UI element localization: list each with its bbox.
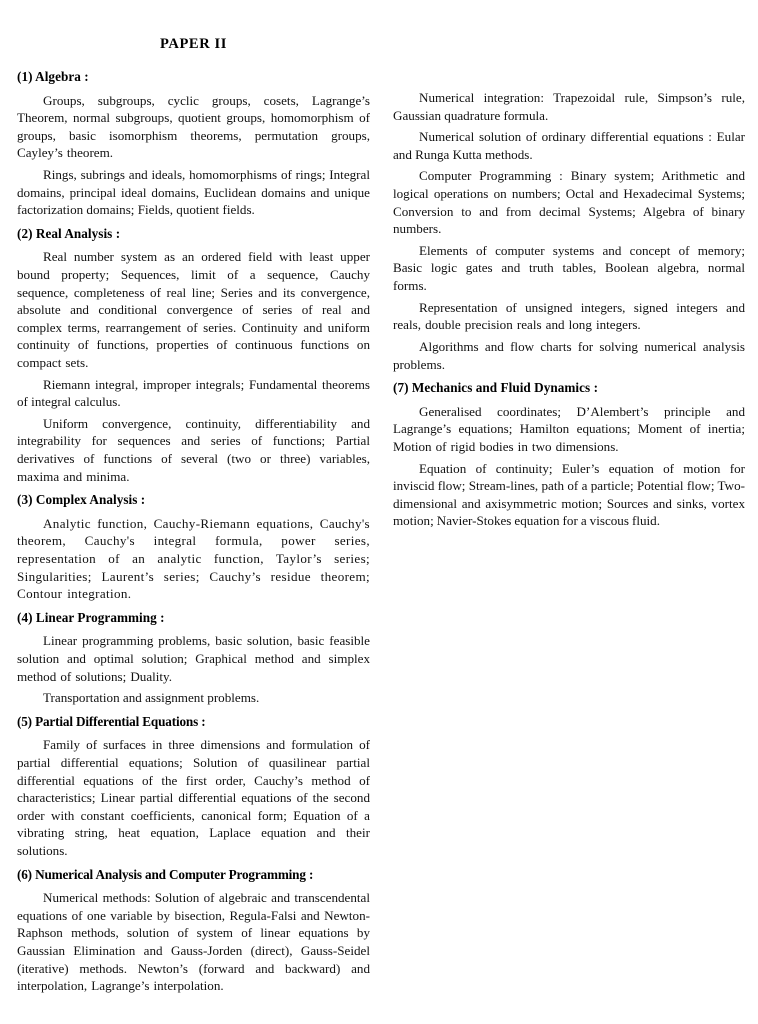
section-heading-5-partial-differential-equations: (5) Partial Differential Equations : — [17, 713, 206, 729]
paragraph: Elements of computer systems and concept of memory; Basic logic gates and truth tables, Boolean algebra, normal forms. — [393, 242, 745, 294]
section-heading-2-real-analysis: (2) Real Analysis : — [17, 225, 121, 241]
section-heading-1-algebra: (1) Algebra : — [17, 69, 89, 84]
paragraph: Real number system as an ordered field with least upper bound property; Sequences, limit of a sequence, Cauchy sequence, completeness of real line; Series and its convergence, absolute and conditional convergence of series of real and complex terms, rearrangement of series. Continuity and uniform continuity of functions, properties of continuous functions on compact sets. — [17, 249, 370, 371]
paragraph: Numerical solution of ordinary differential equations : Eular and Runga Kutta methods. — [393, 129, 745, 162]
right-column — [393, 62, 745, 530]
paragraph: Analytic function, Cauchy-Riemann equations, Cauchy's theorem, Cauchy's integral formula, power series, representation of an analytic function, Taylor’s series; Singularities; Laurent’s series; Cauchy’s residue theorem; Contour integration. — [17, 515, 370, 602]
paragraph: Rings, subrings and ideals, homomorphisms of rings; Integral domains, principal ideal domains, Euclidean domains and unique factorization domains; Fields, quotient fields. — [17, 166, 370, 218]
section-heading-4-linear-programming: (4) Linear Programming : — [17, 609, 165, 625]
paragraph: Family of surfaces in three dimensions and formulation of partial differential equations; Solution of quasilinear partial differential equations of the first order, Cauchy’s method of characteristics; Linear partial differential equations of the second order with constant coefficients, canonical form; Equation of a vibrating string, heat equation, Laplace equation and their solutions. — [17, 737, 370, 859]
paragraph: Numerical methods: Solution of algebraic and transcendental equations of one variable by bisection, Regula-Falsi and Newton-Raphson methods, solution of system of linear equations by Gaussian Elimination and Gauss-Jorden (direct), Gauss-Seidel (iterative) methods. Newton’s (forward and backward) and interpolation, Lagrange’s interpolation. — [17, 890, 370, 994]
section-heading-7-mechanics-and-fluid-dynamics: (7) Mechanics and Fluid Dynamics : — [393, 380, 599, 396]
paragraph: Representation of unsigned integers, signed integers and reals, double precision reals and long integers. — [393, 299, 745, 333]
left-column — [17, 62, 370, 995]
paragraph: Uniform convergence, continuity, differentiability and integrability for sequences and series of functions; Partial derivatives of functions of several (two or three) variables, maxima and minima. — [17, 415, 370, 484]
section-heading-3-complex-analysis: (3) Complex Analysis : — [17, 492, 146, 508]
paragraph: Linear programming problems, basic solution, basic feasible solution and optimal solution; Graphical method and simplex method of solutions; Duality. — [17, 633, 370, 684]
paragraph: Computer Programming : Binary system; Arithmetic and logical operations on numbers; Octal and Hexadecimal Systems; Conversion to and from decimal Systems; Algebra of binary numbers. — [393, 168, 745, 237]
paragraph: Transportation and assignment problems. — [43, 690, 260, 706]
paragraph: Equation of continuity; Euler’s equation of motion for inviscid flow; Stream-lines, path of a particle; Potential flow; Two-dimensional and axisymmetric motion; Sources and sinks, vortex motion; Navier-Stokes equation for a viscous fluid. — [393, 460, 745, 529]
paragraph: Numerical integration: Trapezoidal rule, Simpson’s rule, Gaussian quadrature formula. — [393, 90, 745, 123]
paragraph: Groups, subgroups, cyclic groups, cosets, Lagrange’s Theorem, normal subgroups, quotient groups, homomorphism of groups, basic isomorphism theorems, permutation groups, Cayley’s theorem. — [17, 92, 370, 161]
section-heading-6-numerical-analysis-and-computer-programm: (6) Numerical Analysis and Computer Programming : — [17, 866, 314, 882]
paragraph: Generalised coordinates; D’Alembert’s principle and Lagrange’s equations; Hamilton equations; Moment of inertia; Motion of rigid bodies in two dimensions. — [393, 403, 745, 454]
paragraph: Riemann integral, improper integrals; Fundamental theorems of integral calculus. — [17, 376, 370, 410]
paragraph: Algorithms and flow charts for solving numerical analysis problems. — [393, 338, 745, 372]
page-title: PAPER II — [160, 36, 227, 52]
